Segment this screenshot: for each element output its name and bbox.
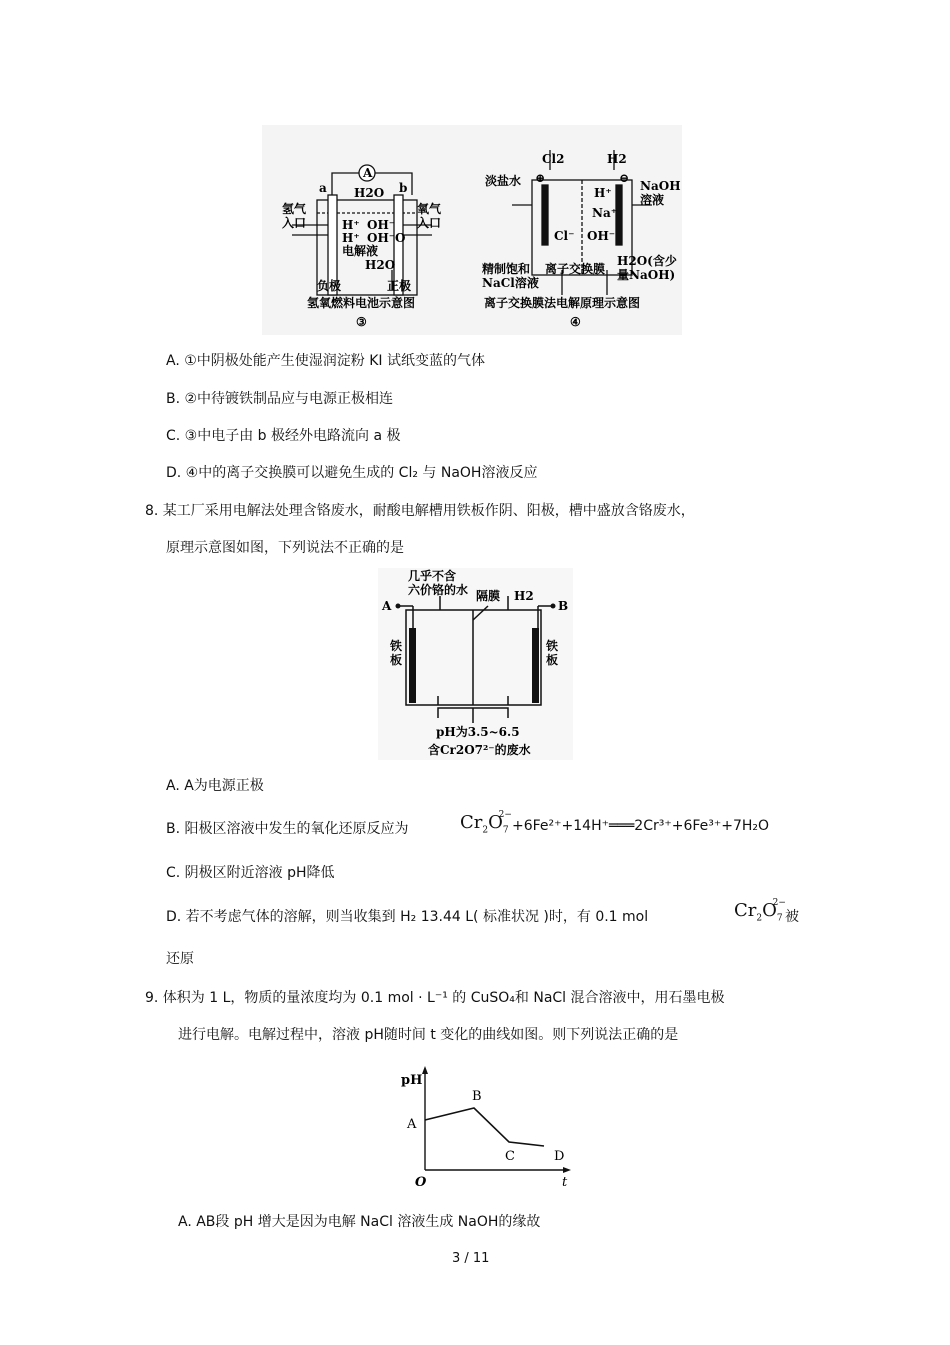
ph-curve <box>425 1108 544 1146</box>
o2-inlet-label: 氧气入口 <box>417 202 442 230</box>
electrolyte-label: 电解液 <box>342 244 379 258</box>
ph-time-chart <box>395 1062 575 1192</box>
q8-option-b-equation: +6Fe²⁺+14H⁺═══2Cr³⁺+6Fe³⁺+7H₂O <box>512 818 770 834</box>
ph-range-label: pH为3.5~6.5 <box>436 725 520 739</box>
dilute-brine-label: 淡盐水 <box>485 174 522 188</box>
h2-label: H2 <box>607 152 627 166</box>
origin-label: O <box>415 1175 427 1190</box>
membrane-label: 隔膜 <box>476 589 501 603</box>
q7-option-c: C. ③中电子由 b 极经外电路流向 a 极 <box>166 428 401 444</box>
x-axis-label: t <box>562 1175 568 1190</box>
ion-oh-mid: OH⁻ <box>367 231 396 245</box>
negative-electrode-label: 负极 <box>317 279 342 293</box>
q8-option-d-suffix: 被 <box>785 909 799 925</box>
q7-option-a: A. ①中阴极处能产生使湿润淀粉 KI 试纸变蓝的气体 <box>166 353 485 369</box>
y-axis-label: pH <box>401 1073 423 1088</box>
plus-terminal: ⊕ <box>535 171 546 185</box>
cl-ion-label: Cl⁻ <box>554 229 575 243</box>
iron-plate-left-label: 铁板 <box>390 639 403 667</box>
q8-option-d-line2: 还原 <box>166 951 194 967</box>
ammeter-label: A <box>363 166 373 180</box>
fuel-cell-caption: 氢氧燃料电池示意图 <box>307 296 416 310</box>
iron-plate-right-label: 铁板 <box>546 639 559 667</box>
na-ion-label: Na⁺ <box>592 206 618 220</box>
water-in-label: H2O(含少量NaOH) <box>617 254 677 282</box>
o-label: O <box>395 231 406 245</box>
dichromate-formula-d: $Cr_2O_7^{2-}$ <box>734 898 786 924</box>
refined-brine-label: 精制饱和 NaCl溶液 <box>482 262 539 290</box>
minus-terminal: ⊖ <box>619 171 630 185</box>
q8-electrolysis-diagram <box>378 568 573 760</box>
electrode-b-label: B <box>558 599 569 613</box>
h2-inlet-label: 氢气入口 <box>282 202 307 230</box>
q7-option-d: D. ④中的离子交换膜可以避免生成的 Cl₂ 与 NaOH溶液反应 <box>166 465 538 481</box>
page-number: 3 / 11 <box>452 1251 490 1266</box>
wastewater-label: 含Cr2O7²⁻的废水 <box>428 743 531 757</box>
h2-label: H2 <box>514 589 534 603</box>
cl2-label: Cl2 <box>542 152 565 166</box>
point-label-c: C <box>505 1149 515 1164</box>
electrode-a-label: a <box>319 181 327 195</box>
q8-stem-line1: 8. 某工厂采用电解法处理含铬废水，耐酸电解槽用铁板作阴、阳极，槽中盛放含铬废水， <box>145 503 695 519</box>
point-label-a: A <box>407 1117 417 1132</box>
q8-stem-line2: 原理示意图如图，下列说法不正确的是 <box>166 540 404 556</box>
point-label-b: B <box>472 1089 482 1104</box>
ion-oh-top: OH⁻ <box>367 218 396 232</box>
membrane-label: 离子交换膜 <box>545 262 606 276</box>
q8-option-d-prefix: D. 若不考虑气体的溶解，则当收集到 H₂ 13.44 L( 标准状况 )时，有 0.1 mol <box>166 909 649 925</box>
dichromate-formula-b: $Cr_2O_7^{2-}$ <box>460 810 512 836</box>
membrane-cell-caption: 离子交换膜法电解原理示意图 <box>484 296 641 310</box>
figure-3-number: ③ <box>356 315 367 329</box>
q9-stem-line1: 9. 体积为 1 L，物质的量浓度均为 0.1 mol · L⁻¹ 的 CuSO₄和 NaCl 混合溶液中，用石墨电极 <box>145 990 725 1006</box>
q8-option-a: A. A为电源正极 <box>166 778 264 794</box>
ion-h-mid: H⁺ <box>342 231 360 245</box>
naoh-solution-label: NaOH 溶液 <box>640 179 681 207</box>
y-axis-arrow <box>422 1066 428 1074</box>
q7-option-b: B. ②中待镀铁制品应与电源正极相连 <box>166 391 394 407</box>
x-axis-arrow <box>563 1167 571 1173</box>
q9-stem-line2: 进行电解。电解过程中，溶液 pH随时间 t 变化的曲线如图。则下列说法正确的是 <box>178 1027 679 1043</box>
water-top-label: H2O <box>354 186 385 200</box>
top-water-label: 几乎不含六价铬的水 <box>408 569 469 597</box>
q8-option-c: C. 阴极区附近溶液 pH降低 <box>166 865 335 881</box>
oh-ion-label: OH⁻ <box>587 229 616 243</box>
figure-4-number: ④ <box>570 315 581 329</box>
positive-electrode-label: 正极 <box>387 279 412 293</box>
ion-h-top: H⁺ <box>342 218 360 232</box>
point-label-d: D <box>554 1149 565 1164</box>
electrochem-figures-3-4 <box>262 125 682 335</box>
h-ion-label: H⁺ <box>594 186 612 200</box>
q9-option-a: A. AB段 pH 增大是因为电解 NaCl 溶液生成 NaOH的缘故 <box>178 1214 541 1230</box>
q8-option-b-prefix: B. 阳极区溶液中发生的氧化还原反应为 <box>166 821 409 837</box>
water-bottom-label: H2O <box>365 258 396 272</box>
electrode-b-label: b <box>399 181 408 195</box>
electrode-a-label: A <box>382 599 392 613</box>
